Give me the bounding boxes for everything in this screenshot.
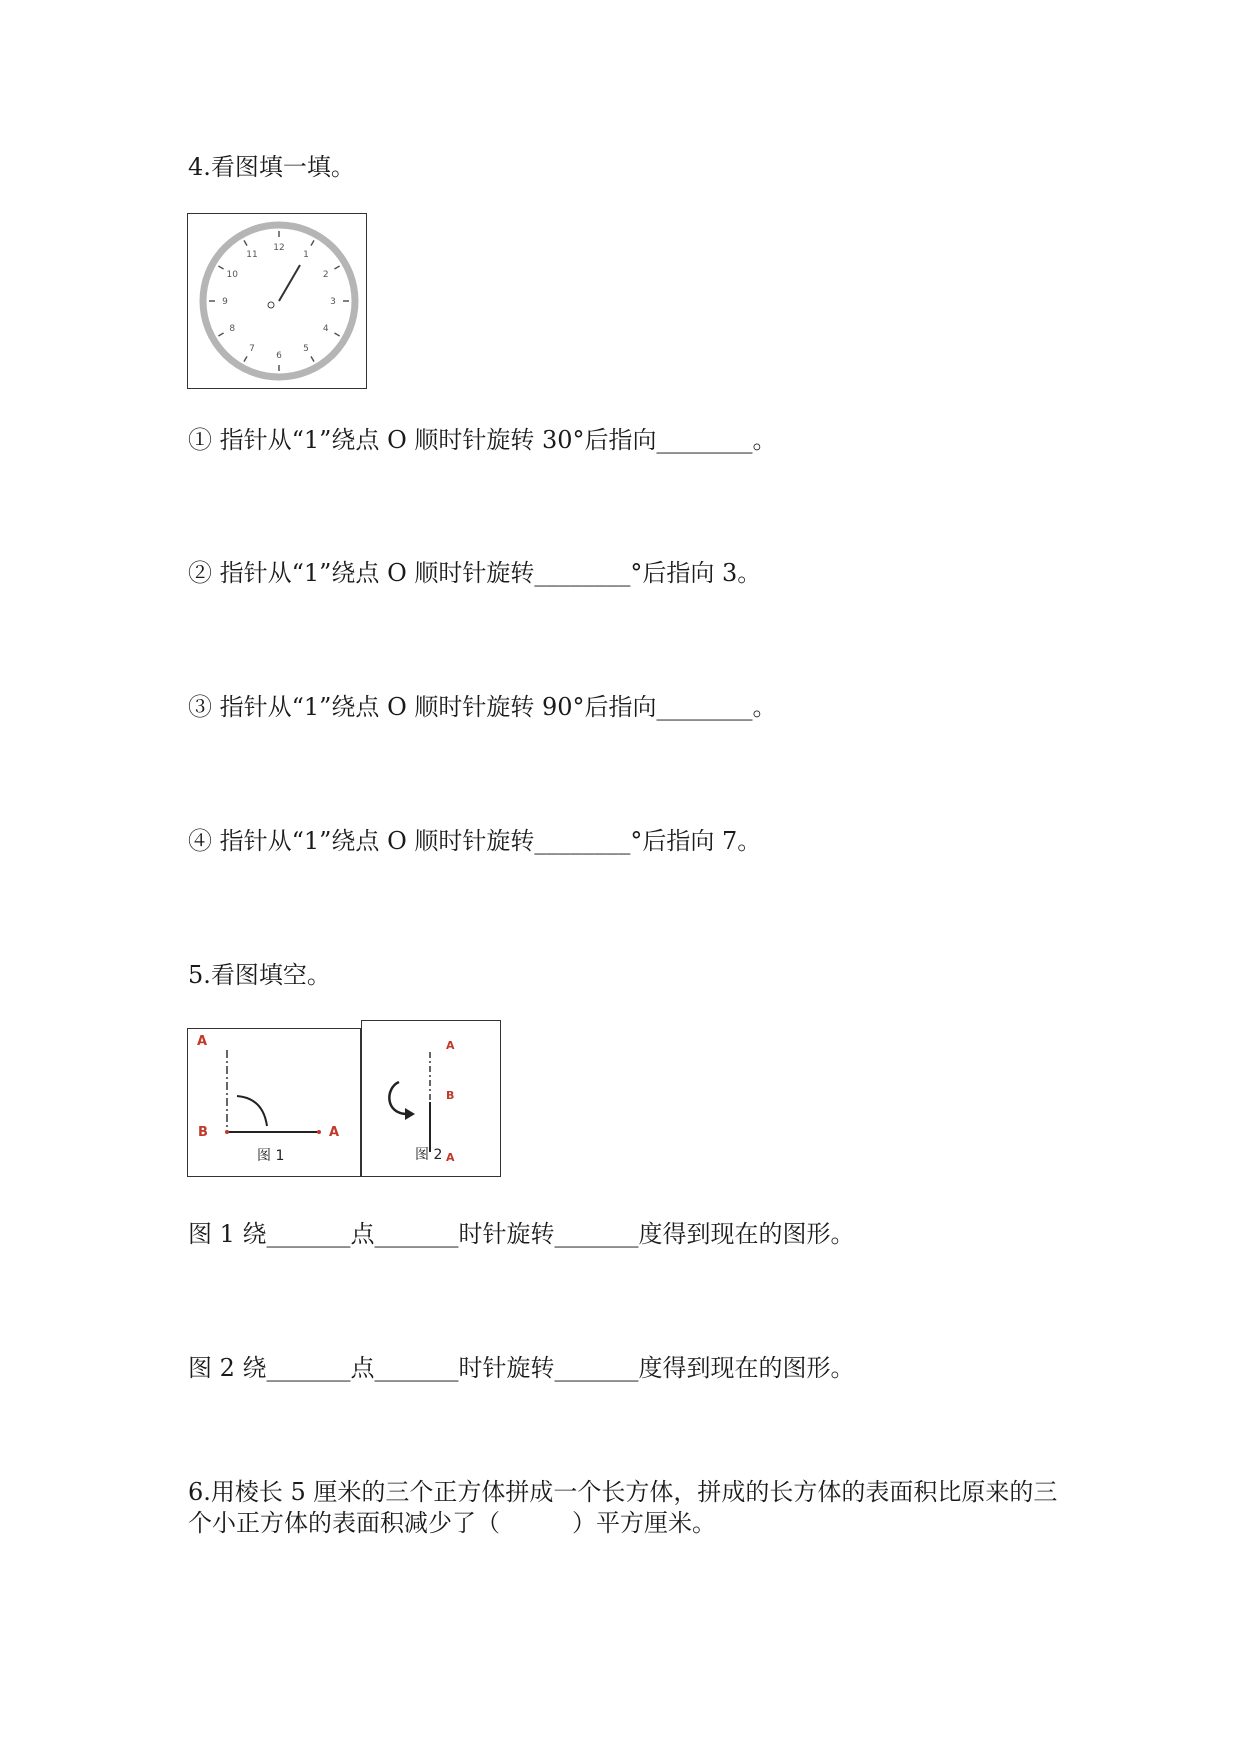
clock-numeral: 10 <box>226 270 238 280</box>
figure-1-point-b <box>225 1130 229 1134</box>
figure-1-caption: 图 1 <box>257 1148 285 1164</box>
q4-item-1: ① 指针从“1”绕点 O 顺时针旋转 30°后指向________。 <box>188 426 777 454</box>
question-4-title: 4.看图填一填。 <box>188 153 355 181</box>
figure-2 <box>362 1021 501 1177</box>
clock-numeral: 4 <box>322 324 329 334</box>
figure-1-label-b: B <box>198 1125 208 1140</box>
question-5-title: 5.看图填空。 <box>188 961 331 989</box>
q4-item-4: ④ 指针从“1”绕点 O 顺时针旋转________°后指向 7。 <box>188 827 762 855</box>
rotation-figures <box>187 1020 503 1184</box>
figure-1-point-a <box>317 1130 321 1134</box>
clock-numeral: 2 <box>322 270 329 280</box>
clock-numeral: 1 <box>303 250 309 261</box>
clock-numeral: 9 <box>222 297 228 307</box>
clock-numeral: 6 <box>276 351 282 361</box>
q4-item-3: ③ 指针从“1”绕点 O 顺时针旋转 90°后指向________。 <box>188 693 777 721</box>
clock-numeral: 11 <box>246 250 258 261</box>
clock-numeral: 8 <box>229 324 236 334</box>
clock-figure <box>187 213 367 393</box>
clock-numeral: 3 <box>330 297 336 307</box>
figure-2-caption: 图 2 <box>415 1147 443 1163</box>
figure-2-label-a-top: A <box>446 1039 455 1052</box>
figure-2-label-a-bottom: A <box>446 1151 455 1164</box>
figure-1-label-a-top: A <box>197 1034 208 1049</box>
figure-2-label-b: B <box>446 1089 455 1102</box>
question-6: 6.用棱长 5 厘米的三个正方体拼成一个长方体，拼成的长方体的表面积比原来的三个小正方体的表面积减少了（ ）平方厘米。 <box>188 1478 1058 1537</box>
clock-numeral: 7 <box>249 343 255 354</box>
clock-center-o <box>268 302 274 308</box>
q5-item-2: 图 2 绕_______点_______时针旋转_______度得到现在的图形。 <box>188 1354 855 1382</box>
figure-1 <box>188 1029 361 1177</box>
clock-svg <box>187 213 367 389</box>
figure-1-label-a-right: A <box>329 1125 340 1140</box>
clock-numeral: 12 <box>273 243 285 253</box>
q4-item-2: ② 指针从“1”绕点 O 顺时针旋转________°后指向 3。 <box>188 559 762 587</box>
q5-item-1: 图 1 绕_______点_______时针旋转_______度得到现在的图形。 <box>188 1220 855 1248</box>
clock-numeral: 5 <box>303 343 309 354</box>
rotation-figures-svg <box>187 1020 503 1180</box>
